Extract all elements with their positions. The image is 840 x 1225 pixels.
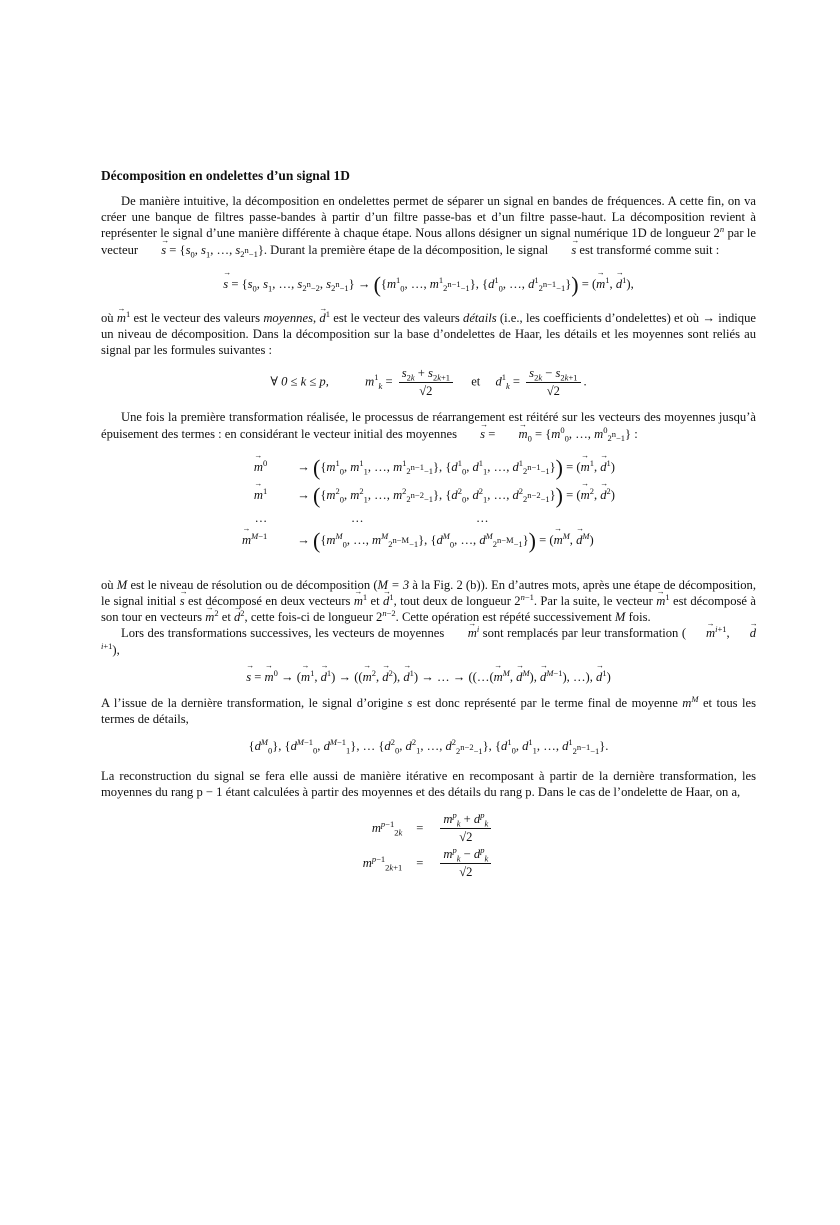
equation-detail-terms: $\{d^M_0\}$, {$d^{M-1}_0$, $d^{M-1}_1$}, … {$d^2_0$, $d^2_1$, …, $d^2_{2^{n-2}-1}$}, {$d^1_0$, $d^1_1$, …, $d^1_{2^{n-1}-1}$}. [248, 737, 609, 756]
paragraph-final-terms: A l’issue de la dernière transformation, le signal d’origine s est donc représenté par le terme final de moyenne $m^M$ et tous les termes de détails, [101, 693, 756, 727]
equation-first-step: → $s = \{s_0$, $s_1$, …, $s_{2^n-2}$, $s_{2^n-1}\} \to (\{m^1_0$, …, $m^1_{2^{n-1}-1}$}, {$d^1_0$, …, $d^1_{2^{n-1}-1}$}) = (→ $m^1$, → $d^1$), [101, 272, 756, 298]
paragraph-iteration: Une fois la première transformation réalisée, le processus de réarrangement est réitéré sur les vecteurs des moyennes jusqu’à épuisement des termes : en considérant le vecteur initial des moyennes → s = → $m_0 = \{m^0_0$, …, $m^0_{2^n-1}$} : [101, 409, 756, 441]
equation-chain: → s = → $m^0$ → (→ $m^1$, → $d^1$) → ((→ $m^2$, → $d^2$), → $d^1$) → … → ((…(→ $m^M$, → $d^M$), → $d^{M-1}$), …), → $d^1$) [101, 670, 756, 685]
paragraph-intro: De manière intuitive, la décomposition en ondelettes permet de séparer un signal en bandes de fréquences. A cette fin, on va créer une banque de filtres passe-bandes à partir d’un filtre passe-bas et d’un filtre passe-haut. La décomposition revient à représenter le signal d’une manière différente à chaque étape. Nous allons désigner un signal numérique 1D de longueur 2$^n$ par le vecteur → $s = \{s_0$, $s_1$, …, $s_{2^n-1}$}. Durant la première étape de la décomposition, le signal → s est transformé comme suit : [101, 193, 756, 258]
paragraph-successive: Lors des transformations successives, les vecteurs de moyennes → $m^i$ sont remplacés par leur transformation (→ $m^{i+1},\to d^{i+1}$), [101, 625, 756, 657]
paragraph-definitions: où → $m^1$ est le vecteur des valeurs moyennes, → $d^1$ est le vecteur des valeurs détails (i.e., les coefficients d’ondelettes) et où → indique un niveau de décomposition. Dans la décomposition sur la base d’ondelettes de Haar, les détails et les moyennes sont reliés au signal par les formules suivantes : [101, 310, 756, 359]
equation-array-decomposition: → $m^0$ → ({$m^1_0$, $m^1_1$, …, $m^1_{2^{n-1}-1}$}, {$d^1_0$, $d^1_1$, …, $d^1_{2^{n-1}-1}$}) = (→ $m^1$, → $d^1$) → $m^1$ → ({$m^2_0$, $m^2_1$, …, $m^2_{2^{n-2}-1}$}, {$d^2_0$, $d^2_1$, …, $d^2_{2^{n-2}-1}$}) = (→ $m^2$, → $d^2$) … … … → $m^{M-1}$ → ({$m^M_0$, …, $m^M_{2^{n-M}-1}$}, {$d^M_0$, …, $d^M_{2^{n-M}-1}$}) = (→ $m^M$, → $d^M$) [238, 454, 619, 555]
equation-array-reconstruction: $m^{p-1}_{2k}$ = $\frac{m^p_k + d^p_k}{√2}$ $m^{p-1}_{2k+1}$ = $\frac{m^p_k - d^p_k}{√2}$ [359, 811, 498, 881]
paragraph-reconstruction: La reconstruction du signal se fera elle aussi de manière itérative en recomposant à partir de la dernière transformation, les moyennes du rang p − 1 étant calculées à partir des moyennes et des détails du rang p. Dans le cas de l’ondelette de Haar, on a, [101, 769, 756, 800]
section-title: Décomposition en ondelettes d’un signal 1D [101, 168, 350, 183]
equation-haar: ∀ 0 ≤ k ≤ p, $m^1_k$ = $\frac{s_{2k} + s_{2k+1}}{√2}$ et $d^1_k$ = $\frac{s_{2k} - s_{2k+1}}{√2}$ . [270, 366, 587, 399]
paragraph-resolution: où M est le niveau de résolution ou de décomposition (M = 3 à la Fig. 2 (b)). En d’autres mots, après une étape de décomposition, le signal initial → s est décomposé en deux vecteurs → $m^1$ et → $d^1$, tout deux de longueur $2^{n-1}$. Par la suite, le vecteur → $m^1$ est décomposé à son tour en vecteurs → $m^2$ et → $d^2$, cette fois-ci de longueur $2^{n-2}$. Cette opération est répété successivement M fois. [101, 577, 756, 626]
document-page [101, 168, 756, 881]
